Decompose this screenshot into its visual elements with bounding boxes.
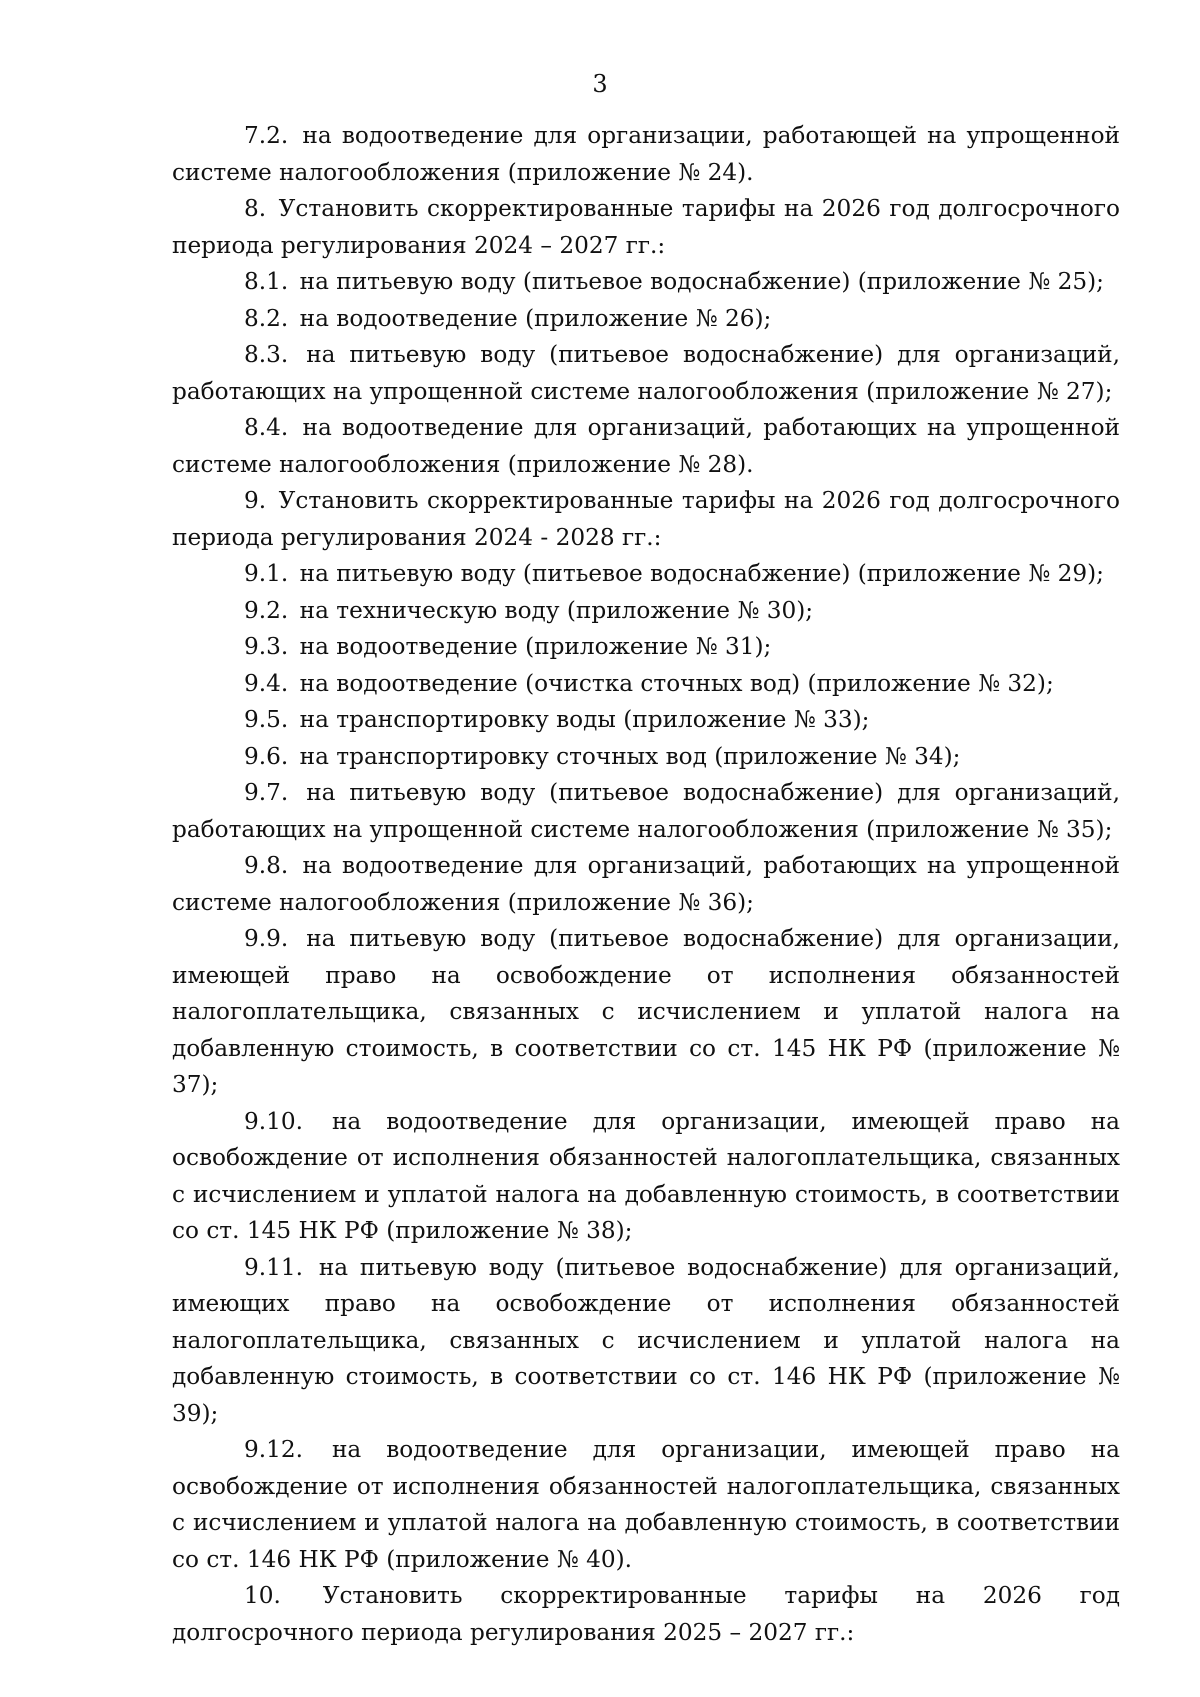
paragraph-text: на водоотведение (приложение № 31); xyxy=(299,633,772,660)
paragraph-9 xyxy=(172,483,1120,556)
paragraph-text: на техническую воду (приложение № 30); xyxy=(299,596,814,624)
paragraph-number: 9.9. xyxy=(244,925,289,952)
paragraph-number: 9.12. xyxy=(244,1436,303,1463)
paragraph-8-3 xyxy=(172,337,1120,410)
paragraph-9-3 xyxy=(172,629,1120,666)
paragraph-number: 9.10. xyxy=(244,1107,303,1135)
paragraph-number: 9.11. xyxy=(244,1253,303,1281)
paragraph-text: Установить скорректированные тарифы на 2026 год долгосрочного периода регулирования 2025 – 2027 гг.: xyxy=(172,1582,1120,1646)
paragraph-9-4 xyxy=(172,666,1120,703)
paragraph-9-11 xyxy=(172,1250,1120,1433)
paragraph-number: 8.1. xyxy=(244,268,289,295)
paragraph-text: Установить скорректированные тарифы на 2026 год долгосрочного периода регулирования 2024 - 2028 гг.: xyxy=(172,487,1120,551)
paragraph-number: 9.3. xyxy=(244,633,289,660)
paragraph-number: 8.4. xyxy=(244,414,289,441)
paragraph-text: Установить скорректированные тарифы на 2026 год долгосрочного периода регулирования 2024 – 2027 гг.: xyxy=(172,195,1120,259)
paragraph-7-2 xyxy=(172,118,1120,191)
paragraph-text: на транспортировку сточных вод (приложение № 34); xyxy=(299,742,961,770)
paragraph-9-8 xyxy=(172,848,1120,921)
paragraph-10 xyxy=(172,1578,1120,1651)
paragraph-text: на питьевую воду (питьевое водоснабжение) (приложение № 29); xyxy=(299,560,1104,587)
paragraph-number: 9.7. xyxy=(244,779,289,806)
paragraph-9-1 xyxy=(172,556,1120,593)
paragraph-9-5 xyxy=(172,702,1120,739)
paragraph-number: 9.5. xyxy=(244,706,289,733)
paragraph-9-10 xyxy=(172,1104,1120,1250)
paragraph-text: на водоотведение для организаций, работающих на упрощенной системе налогообложения (приложение № 28). xyxy=(172,414,1120,478)
paragraph-text: на водоотведение для организаций, работающих на упрощенной системе налогообложения (приложение № 36); xyxy=(172,852,1120,916)
paragraph-9-6 xyxy=(172,739,1120,776)
paragraph-9-7 xyxy=(172,775,1120,848)
paragraph-9-9 xyxy=(172,921,1120,1104)
paragraph-text: на питьевую воду (питьевое водоснабжение) для организаций, имеющих право на освобождение от исполнения обязанностей налогоплательщика, связанных с исчислением и уплатой налога на добавленную стоимость, в соответствии со ст. 146 НК РФ (приложение № 39); xyxy=(172,1253,1120,1427)
paragraph-text: на водоотведение для организации, работающей на упрощенной системе налогообложения (приложение № 24). xyxy=(172,122,1121,186)
paragraph-text: на питьевую воду (питьевое водоснабжение) для организаций, работающих на упрощенной системе налогообложения (приложение № 35); xyxy=(172,779,1120,843)
paragraph-8 xyxy=(172,191,1120,264)
paragraph-number: 10. xyxy=(244,1582,281,1609)
paragraph-text: на водоотведение (очистка сточных вод) (приложение № 32); xyxy=(299,669,1054,697)
paragraph-number: 9.4. xyxy=(244,669,289,697)
paragraph-number: 8. xyxy=(244,195,267,222)
page-number: 3 xyxy=(592,70,608,98)
paragraph-8-2 xyxy=(172,301,1120,338)
paragraph-number: 9. xyxy=(244,487,267,514)
paragraph-number: 8.2. xyxy=(244,304,289,332)
paragraph-number: 7.2. xyxy=(244,122,289,149)
paragraph-number: 8.3. xyxy=(244,341,289,368)
paragraph-number: 9.8. xyxy=(244,852,289,879)
paragraph-text: на питьевую воду (питьевое водоснабжение) для организаций, работающих на упрощенной системе налогообложения (приложение № 27); xyxy=(172,341,1120,405)
paragraph-text: на водоотведение для организации, имеющей право на освобождение от исполнения обязанностей налогоплательщика, связанных с исчислением и уплатой налога на добавленную стоимость, в соответствии со ст. 145 НК РФ (приложение № 38); xyxy=(172,1107,1120,1244)
paragraph-9-2 xyxy=(172,593,1120,630)
paragraph-8-1 xyxy=(172,264,1120,301)
paragraph-text: на водоотведение для организации, имеющей право на освобождение от исполнения обязанностей налогоплательщика, связанных с исчислением и уплатой налога на добавленную стоимость, в соответствии со ст. 146 НК РФ (приложение № 40). xyxy=(172,1436,1120,1573)
paragraph-text: на питьевую воду (питьевое водоснабжение) (приложение № 25); xyxy=(299,268,1104,295)
document-body xyxy=(172,118,1120,1651)
paragraph-text: на водоотведение (приложение № 26); xyxy=(299,304,772,332)
paragraph-number: 9.6. xyxy=(244,742,289,770)
paragraph-8-4 xyxy=(172,410,1120,483)
paragraph-number: 9.1. xyxy=(244,560,289,587)
paragraph-9-12 xyxy=(172,1432,1120,1578)
paragraph-text: на транспортировку воды (приложение № 33); xyxy=(299,706,870,733)
paragraph-number: 9.2. xyxy=(244,596,289,624)
paragraph-text: на питьевую воду (питьевое водоснабжение) для организации, имеющей право на освобождение от исполнения обязанностей налогоплательщика, связанных с исчислением и уплатой налога на добавленную стоимость, в соответствии со ст. 145 НК РФ (приложение № 37); xyxy=(172,925,1120,1098)
